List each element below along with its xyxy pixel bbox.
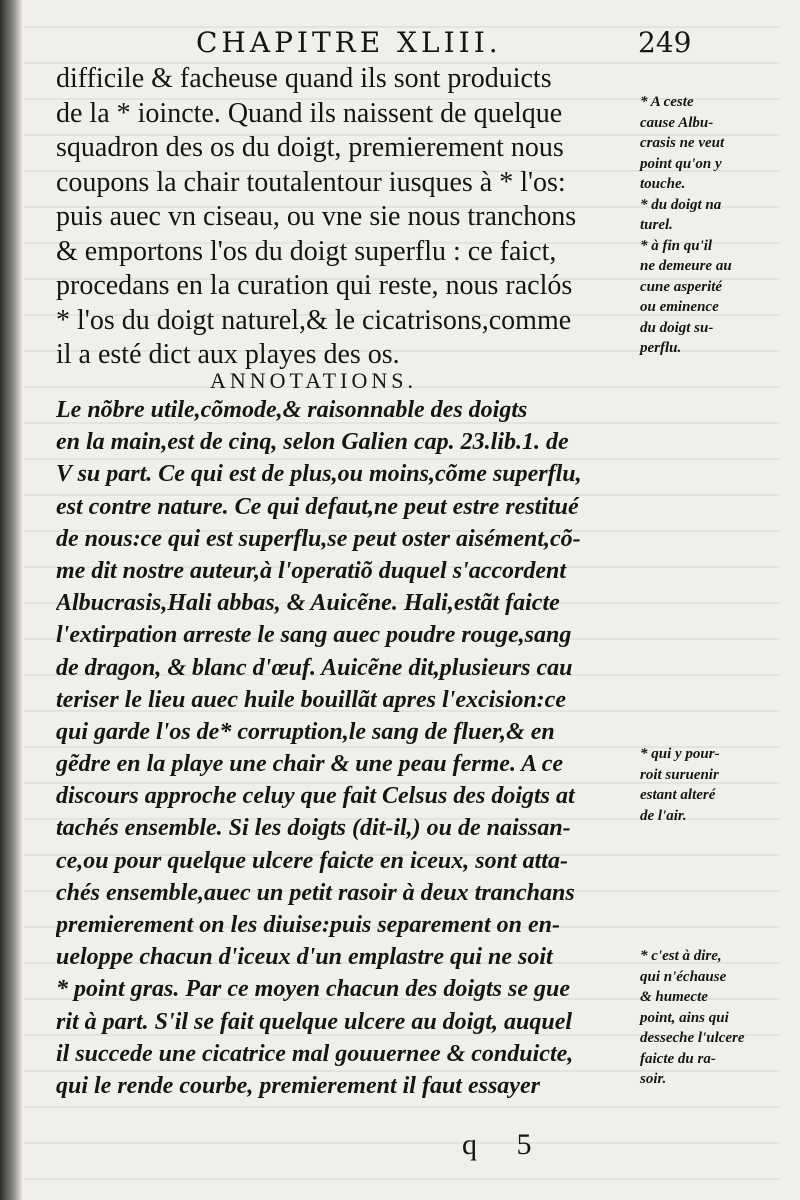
text-line: tachés ensemble. Si les doigts (dit-il,) ou de naissan- bbox=[56, 815, 571, 842]
text-line: qui le rende courbe, premierement il faut essayer bbox=[56, 1072, 540, 1099]
note-line: * c'est à dire, bbox=[640, 948, 722, 964]
note-line: de l'air. bbox=[640, 807, 687, 824]
margin-note bbox=[640, 946, 790, 1090]
note-line: touche. bbox=[640, 176, 686, 192]
text-line: chés ensemble,auec un petit rasoir à deux tranchans bbox=[56, 879, 575, 906]
text-line: * point gras. Par ce moyen chacun des doigts se gue bbox=[56, 976, 570, 1003]
text-line: procedans en la curation qui reste, nous raclós bbox=[56, 270, 573, 301]
note-line: cause Albu- bbox=[640, 114, 714, 131]
note-line: crasis ne veut bbox=[640, 135, 725, 151]
note-line: cune asperité bbox=[640, 278, 723, 295]
text-line: me dit nostre auteur,à l'operatiõ duquel s'accordent bbox=[56, 557, 567, 584]
section-heading: ANNOTATIONS. bbox=[210, 368, 417, 393]
note-line: perflu. bbox=[640, 340, 682, 356]
annotation-text bbox=[56, 394, 636, 1102]
signature-mark: q 5 bbox=[462, 1128, 548, 1161]
running-title: CHAPITRE XLIII. bbox=[196, 26, 502, 59]
note-line: point, ains qui bbox=[640, 1009, 729, 1026]
body-text bbox=[56, 62, 636, 373]
text-line: difficile & facheuse quand ils sont produicts bbox=[56, 63, 552, 94]
text-line: discours approche celuy que fait Celsus des doigts at bbox=[56, 783, 575, 810]
text-line: l'extirpation arreste le sang auec poudre rouge,sang bbox=[56, 622, 572, 649]
text-line: teriser le lieu auec huile bouillãt apres l'excision:ce bbox=[56, 686, 566, 713]
note-line: du doigt su- bbox=[640, 319, 714, 336]
note-line: * qui y pour- bbox=[640, 746, 720, 762]
note-line: soir. bbox=[640, 1071, 667, 1087]
text-line: & emportons l'os du doigt superflu : ce faict, bbox=[56, 235, 557, 267]
note-line: estant alteré bbox=[640, 787, 716, 803]
running-header bbox=[160, 26, 760, 64]
margin-note bbox=[640, 744, 790, 826]
note-line: ne demeure au bbox=[640, 258, 732, 274]
note-line: point qu'on y bbox=[640, 155, 722, 172]
note-line: turel. bbox=[640, 217, 673, 233]
note-line: qui n'échause bbox=[640, 968, 727, 985]
margin-note bbox=[640, 92, 790, 359]
text-line: ueloppe chacun d'iceux d'un emplastre qui ne soit bbox=[56, 944, 553, 971]
note-line: roit suruenir bbox=[640, 766, 719, 783]
text-line: ce,ou pour quelque ulcere faicte en iceux, sont atta- bbox=[56, 847, 568, 874]
page-gutter bbox=[0, 0, 22, 1200]
text-line: gẽdre en la playe une chair & une peau ferme. A ce bbox=[56, 751, 564, 778]
note-line: faicte du ra- bbox=[640, 1050, 716, 1067]
text-line: premierement on les diuise:puis separement on en- bbox=[56, 912, 560, 938]
text-line: de nous:ce qui est superflu,se peut oster aisément,cõ- bbox=[56, 525, 581, 552]
note-line: & humecte bbox=[640, 989, 708, 1005]
text-line: en la main,est de cinq, selon Galien cap. 23.lib.1. de bbox=[56, 429, 569, 456]
text-line: puis auec vn ciseau, ou vne sie nous tranchons bbox=[56, 201, 577, 232]
note-line: * du doigt na bbox=[640, 196, 722, 213]
text-line: Le nõbre utile,cõmode,& raisonnable des doigts bbox=[56, 397, 528, 423]
text-line: de dragon, & blanc d'œuf. Auicẽne dit,plusieurs cau bbox=[56, 654, 573, 681]
note-line: * à fin qu'il bbox=[640, 237, 713, 254]
text-line: de la * ioincte. Quand ils naissent de quelque bbox=[56, 97, 563, 129]
text-line: Albucrasis,Hali abbas, & Auicẽne. Hali,estãt faicte bbox=[56, 590, 560, 617]
text-line: rit à part. S'il se fait quelque ulcere au doigt, auquel bbox=[56, 1008, 573, 1035]
text-line: est contre nature. Ce qui defaut,ne peut estre restitué bbox=[56, 493, 579, 520]
page-number: 249 bbox=[638, 26, 692, 59]
text-line: il a esté dict aux playes des os. bbox=[56, 339, 400, 370]
note-line: * A ceste bbox=[640, 94, 694, 110]
text-line: squadron des os du doigt, premierement nous bbox=[56, 132, 564, 163]
text-line: qui garde l'os de* corruption,le sang de fluer,& en bbox=[56, 718, 555, 745]
text-line: coupons la chair toutalentour iusques à * l'os: bbox=[56, 166, 566, 198]
text-line: il succede une cicatrice mal gouuernee & conduicte, bbox=[56, 1040, 574, 1067]
text-line: V su part. Ce qui est de plus,ou moins,cõme superflu, bbox=[56, 461, 582, 488]
note-line: desseche l'ulcere bbox=[640, 1030, 745, 1046]
note-line: ou eminence bbox=[640, 299, 719, 315]
text-line: * l'os du doigt naturel,& le cicatrisons,comme bbox=[56, 304, 572, 336]
